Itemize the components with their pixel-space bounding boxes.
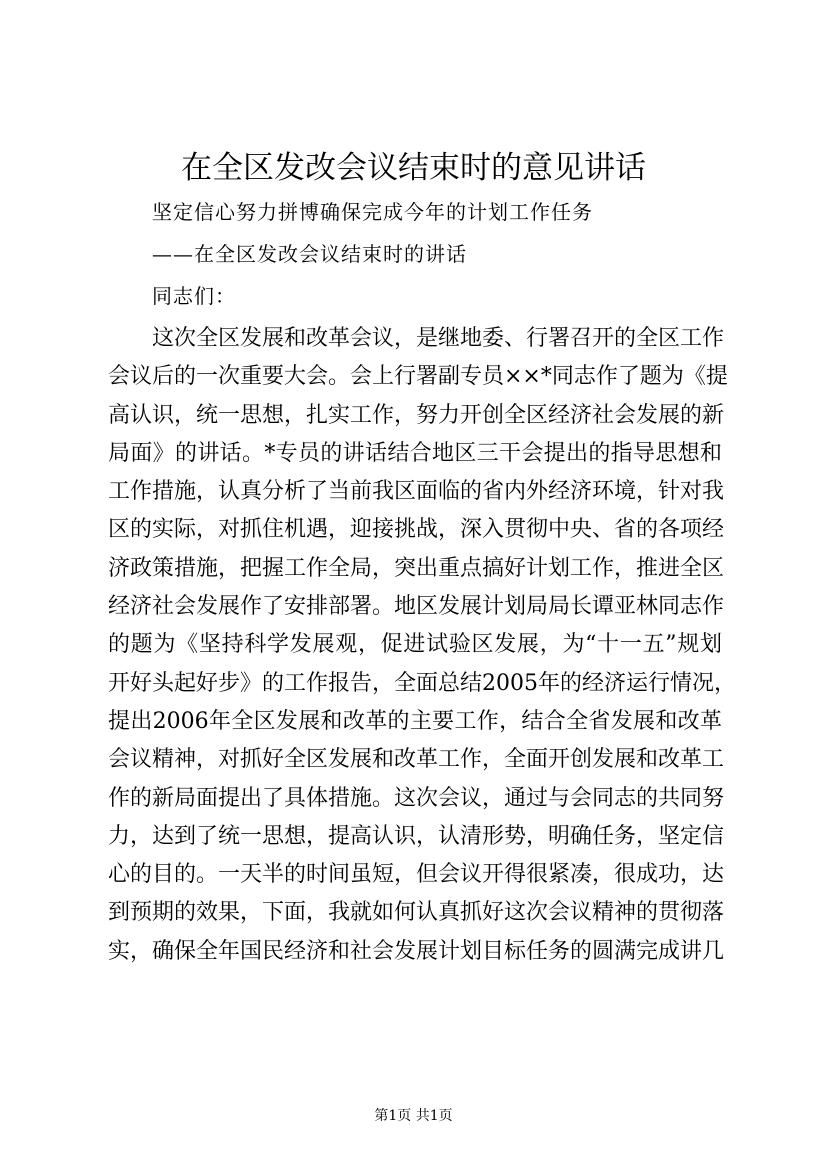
body-line: 提出2006年全区发展和改革的主要工作，结合全省发展和改革 <box>108 708 722 734</box>
document-title: 在全区发改会议结束时的意见讲话 <box>181 150 646 186</box>
body-paragraph <box>108 320 736 971</box>
page-footer: 第1页 共1页 <box>374 1108 453 1124</box>
body-line: 会议后的一次重要大会。会上行署副专员××*同志作了题为《提 <box>108 364 728 390</box>
body-line: 的题为《坚持科学发展观，促进试验区发展，为“十一五”规划 <box>108 632 722 658</box>
body-line: 工作措施，认真分析了当前我区面临的省内外经济环境，针对我 <box>108 479 725 505</box>
body-line: 高认识，统一思想，扎实工作，努力开创全区经济社会发展的新 <box>108 402 725 428</box>
body-line: 经济社会发展作了安排部署。地区发展计划局局长谭亚林同志作 <box>108 594 725 620</box>
body-line: 济政策措施，把握工作全局，突出重点搞好计划工作，推进全区 <box>108 555 725 581</box>
body-line: 这次全区发展和改革会议，是继地委、行署召开的全区工作 <box>152 326 725 351</box>
greeting: 同志们： <box>152 284 236 308</box>
body-line: 局面》的讲话。*专员的讲话结合地区三干会提出的指导思想和 <box>108 440 722 466</box>
document-byline: ——在全区发改会议结束时的讲话 <box>152 242 467 266</box>
body-line: 到预期的效果，下面，我就如何认真抓好这次会议精神的贯彻落 <box>108 900 725 926</box>
body-line: 实，确保全年国民经济和社会发展计划目标任务的圆满完成讲几 <box>108 938 725 964</box>
body-line: 开好头起好步》的工作报告，全面总结2005年的经济运行情况， <box>108 670 736 696</box>
body-line: 心的目的。一天半的时间虽短，但会议开得很紧凑，很成功，达 <box>108 862 725 888</box>
body-line: 作的新局面提出了具体措施。这次会议，通过与会同志的共同努 <box>108 785 725 811</box>
body-line: 区的实际，对抓住机遇，迎接挑战，深入贯彻中央、省的各项经 <box>108 517 725 543</box>
body-line: 力，达到了统一思想，提高认识，认清形势，明确任务，坚定信 <box>108 823 725 849</box>
body-line: 会议精神，对抓好全区发展和改革工作，全面开创发展和改革工 <box>108 747 725 773</box>
document-subtitle: 坚定信心努力拼博确保完成今年的计划工作任务 <box>152 200 593 224</box>
